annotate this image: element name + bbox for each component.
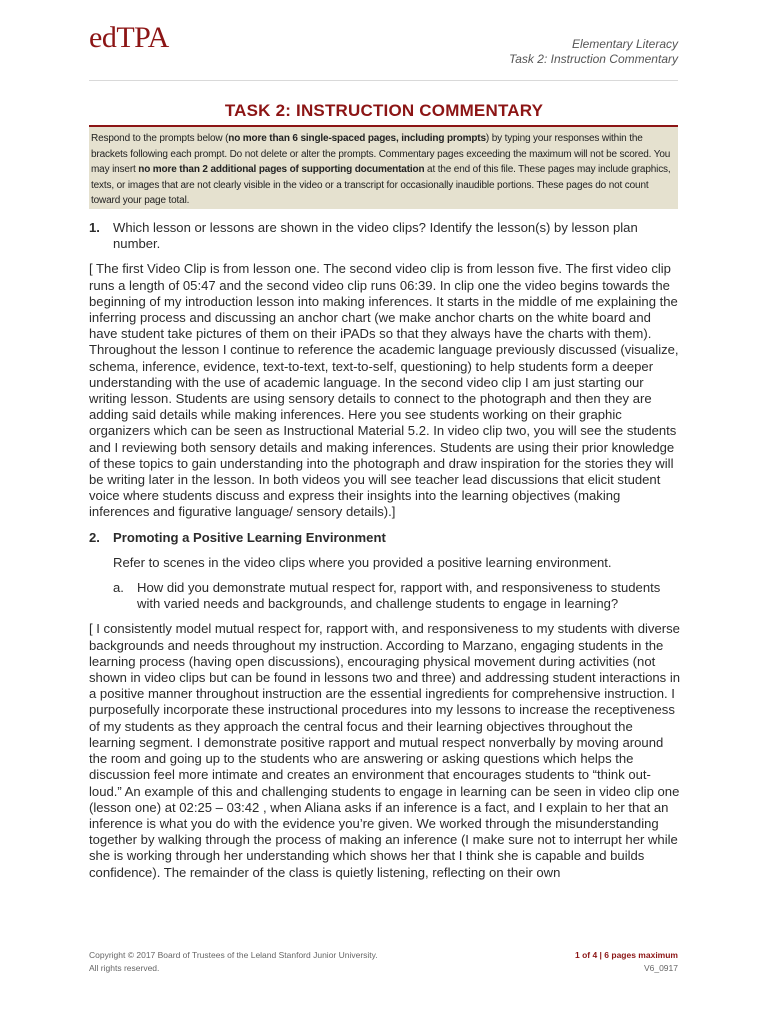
version-label: V6_0917 [643, 963, 678, 973]
prompt-1-text: Which lesson or lessons are shown in the video clips? Identify the lesson(s) by lesson plan number. [113, 220, 638, 252]
page-title: TASK 2: INSTRUCTION COMMENTARY [224, 101, 544, 120]
instructions-text-1: Respond to the prompts below ( [91, 133, 229, 144]
header-subject: Elementary Literacy [571, 37, 678, 51]
response-1[interactable]: [ The first Video Clip is from lesson one. The second video clip is from lesson five. The first video clip runs a length of 05:47 and the second video clip runs 06:39. In clip one the video begins towards the beginning of my introduction lesson into making inferences. It starts in the middle of me explaining the inferring process and discussing an anchor chart (we make anchor charts on the white board and have student take pictures of them on their iPADs so that they always have the charts with them). Throughout the lesson I continue to reference the academic language previously discussed (visualize, schema, inference, evidence, text-to-text, text-to-self, questioning) to help students form a deeper understanding with the use of academic language. In the second video clip I am just starting our writing lesson. Students are using sensory details to connect to the photograph and then they are adding said details while making inferences. Here you see students working on their graphic organizers which can be seen as Instructional Material 5.2. In video clip two, you will see the students and I reviewing both sensory details and making inferences. Students are using their prior knowledge of these topics to gain understanding into the photograph and draw inspiration for the stories they will be writing later in the lesson. In both videos you will see teacher lead discussions that elicit student voice where students discuss and express their insights into the learning objectives (making inferences and figurative language/ sensory details).] [89, 261, 679, 520]
prompt-2a [89, 580, 681, 612]
prompt-1 [89, 220, 681, 252]
edtpa-logo: edTPA [89, 21, 169, 54]
response-2a[interactable]: [ I consistently model mutual respect for, rapport with, and responsiveness to my students with diverse backgrounds and needs throughout my instruction. According to Marzano, engaging students in the learning process (having open discussions), encouraging physical movement during activities (not shown in video clips but can be found in lessons two and three) and addressing student interactions in a positive manner throughout instruction are the essential ingredients for comprehensive instruction. I purposefully incorporate these instructional procedures into my lessons to increase the receptiveness of my students as they approach the central focus and their learning objectives throughout the learning segment. I demonstrate positive rapport and mutual respect nonverbally by moving around the room and going up to the students who are answering or asking questions which helps the discussion feel more intimate and creates an environment that encourages students to “think out-loud.” An example of this and challenging students to engage in learning can be seen in video clip one (lesson one) at 02:25 – 03:42 , when Aliana asks if an inference is a fact, and I explain to her that an inference is what you do with the evidence you’re given. We worked through the misunderstanding together by walking through the process of making an inference (I make sure not to interrupt her while she is working through her understanding which shows her that I think she is capable and builds confidence). The remainder of the class is quietly listening, reflecting on their own [89, 621, 681, 880]
header-info [509, 37, 678, 67]
instructions-bold-1: no more than 6 single-spaced pages, including prompts [228, 133, 486, 144]
page-count: 1 of 4 | 6 pages maximum [574, 950, 678, 960]
prompt-1-number: 1. [89, 220, 100, 235]
commentary-content [89, 220, 681, 881]
prompt-2-intro: Refer to scenes in the video clips where you provided a positive learning environment. [113, 554, 612, 570]
prompt-2 [89, 530, 681, 546]
instructions-box [89, 127, 678, 209]
footer-copyright [89, 949, 378, 975]
prompt-2-number: 2. [89, 529, 100, 545]
header-divider [89, 80, 678, 81]
prompt-2a-text: How did you demonstrate mutual respect for, rapport with, and responsiveness to students with varied needs and backgrounds, and challenge students to engage in learning? [137, 580, 661, 612]
footer-page-info [575, 949, 678, 975]
prompt-2a-letter: a. [113, 580, 124, 596]
copyright-line-2: All rights reserved. [89, 963, 160, 973]
copyright-line-1: Copyright © 2017 Board of Trustees of the Leland Stanford Junior University. [89, 950, 378, 960]
instructions-bold-2: no more than 2 additional pages of supporting documentation [138, 164, 425, 176]
prompt-2-heading: Promoting a Positive Learning Environment [113, 529, 386, 545]
instructions-text-3: at the end of this file. These pages may include graphics, texts, or images that are not clearly visible in the video or a transcript for occasionally inaudible portions. These pages do not count toward your page total. [91, 164, 671, 207]
instructions-text-2: ) by typing your responses within the brackets following each prompt. Do not delete or alter the prompts. Commentary pages exceeding the maximum will not be scored. You may insert [91, 133, 671, 176]
header-task: Task 2: Instruction Commentary [509, 52, 678, 66]
